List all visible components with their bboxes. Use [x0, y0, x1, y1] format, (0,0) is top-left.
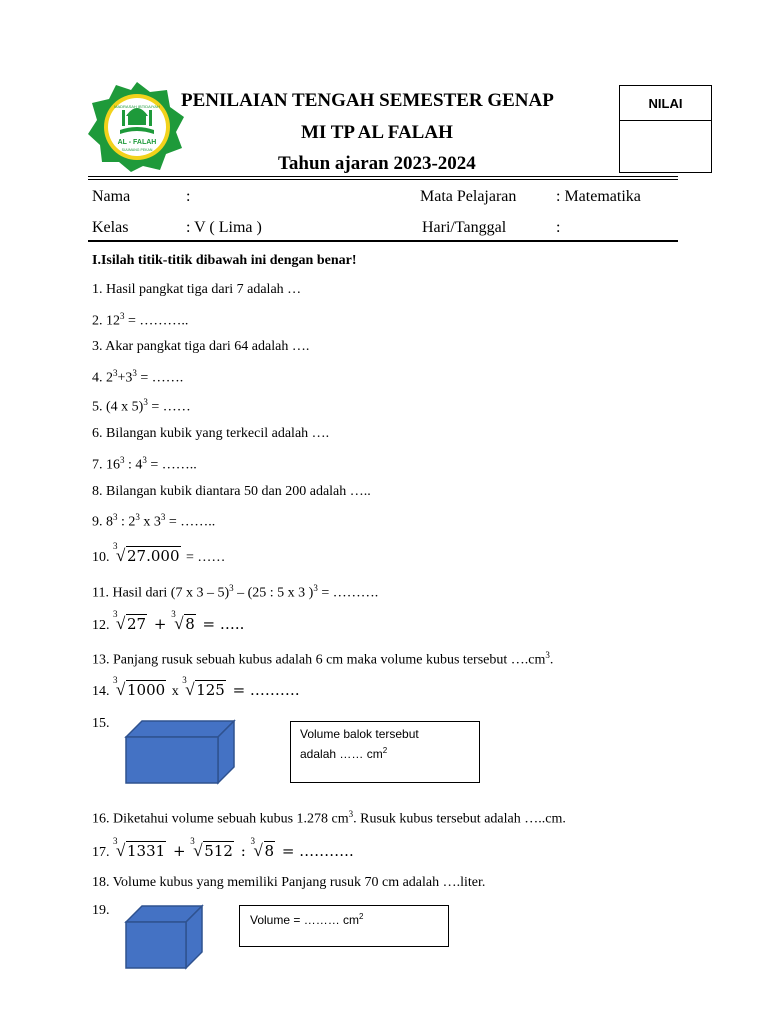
question-12 — [92, 609, 245, 634]
q17-number: 17. — [92, 845, 110, 860]
q12-answer-blank: = ….. — [197, 615, 245, 633]
root-index: 3 — [171, 609, 176, 619]
q5-answer-blank: = …… — [147, 399, 191, 415]
q7-answer-blank: = …….. — [146, 457, 197, 473]
root-index: 3 — [250, 836, 256, 846]
question-14 — [92, 675, 300, 700]
logo-subtitle-text: SUUMANG PEKAN — [121, 148, 153, 152]
root-index: 3 — [190, 836, 195, 846]
title-line3: Tahun ajaran 2023-2024 — [278, 153, 476, 174]
q2-exponent: 3 — [120, 311, 125, 321]
cube-root-expression — [171, 609, 196, 634]
radicand: 1331 — [127, 842, 166, 860]
cube-root-expression — [250, 836, 276, 861]
cube-root-expression — [190, 836, 234, 861]
q7-exponent: 3 — [120, 455, 125, 465]
question-5 — [92, 397, 191, 416]
divide-operator: : — [235, 842, 251, 860]
question-13 — [92, 650, 553, 669]
hari-value: : — [556, 219, 561, 236]
root-index: 3 — [113, 541, 118, 551]
q9-exponent: 3 — [160, 512, 166, 522]
q13-part: 13. Panjang rusuk sebuah kubus adalah 6 cm maka volume kubus tersebut ….cm — [92, 652, 546, 668]
q10-number: 10. — [92, 550, 110, 565]
q15-box-line1: Volume balok tersebut — [300, 727, 419, 741]
cube-root-expression — [182, 675, 226, 700]
title-line2: MI TP AL FALAH — [301, 122, 453, 143]
q7-part: 7. 16 — [92, 457, 120, 473]
nama-value: : — [186, 188, 191, 205]
radicand: 512 — [204, 842, 233, 860]
q16-exponent: 3 — [348, 809, 354, 819]
q9-answer-blank: = …….. — [165, 514, 216, 530]
q12-number: 12. — [92, 618, 110, 633]
q4-exponent: 3 — [113, 368, 118, 378]
radicand: 8 — [264, 842, 275, 860]
title-line1: PENILAIAN TENGAH SEMESTER GENAP — [181, 90, 554, 111]
times-operator: x — [168, 684, 183, 699]
q11-answer-blank: = ………. — [317, 585, 379, 601]
radical-sign-icon: √ — [193, 841, 203, 860]
root-index: 3 — [182, 675, 187, 685]
q2-base: 2. 12 — [92, 313, 120, 329]
question-9 — [92, 512, 215, 531]
q13-exponent: 3 — [545, 650, 550, 660]
cube-shape-icon — [122, 904, 206, 970]
q11-part: – (25 : 5 x 3 ) — [233, 585, 314, 601]
root-index: 3 — [113, 609, 118, 619]
question-11 — [92, 583, 378, 602]
radical-sign-icon: √ — [116, 546, 126, 565]
radical-sign-icon: √ — [116, 680, 126, 699]
question-18: 18. Volume kubus yang memiliki Panjang rusuk 70 cm adalah ….liter. — [92, 875, 486, 890]
question-10 — [92, 541, 226, 566]
q4-part: +3 — [117, 370, 133, 386]
question-1: 1. Hasil pangkat tiga dari 7 adalah … — [92, 282, 302, 297]
radical-sign-icon: √ — [185, 680, 195, 699]
question-15-number: 15. — [92, 716, 110, 731]
q9-exponent: 3 — [113, 512, 118, 522]
mapel-label: Mata Pelajaran — [420, 188, 517, 205]
kelas-value: : V ( Lima ) — [186, 219, 262, 236]
q11-exponent: 3 — [313, 583, 318, 593]
radical-sign-icon: √ — [116, 614, 126, 633]
identity-divider — [88, 240, 678, 242]
mapel-value: : Matematika — [556, 188, 641, 205]
q4-exponent: 3 — [132, 368, 137, 378]
root-index: 3 — [113, 836, 118, 846]
header-divider-top — [88, 176, 678, 177]
question-8: 8. Bilangan kubik diantara 50 dan 200 adalah ….. — [92, 484, 371, 499]
section-heading: I.Isilah titik-titik dibawah ini dengan benar! — [92, 253, 357, 268]
q9-part: : 2 — [117, 514, 136, 530]
question-16 — [92, 809, 566, 828]
logo-arc-text: MADRASAH IBTIDAIYAH — [114, 104, 160, 109]
q16-part: 16. Diketahui volume sebuah kubus 1.278 cm — [92, 811, 349, 827]
q2-answer-blank: = ……….. — [124, 313, 189, 329]
radicand: 8 — [185, 615, 195, 633]
q16-part: . Rusuk kubus tersebut adalah …..cm. — [353, 811, 566, 827]
nama-label: Nama — [92, 188, 131, 205]
cuboid-shape-icon — [122, 719, 238, 785]
q9-part: 9. 8 — [92, 514, 113, 530]
q4-part: 4. 2 — [92, 370, 113, 386]
q4-answer-blank: = ……. — [136, 370, 184, 386]
logo-emblem-icon — [88, 82, 186, 172]
q14-number: 14. — [92, 684, 110, 699]
question-4 — [92, 368, 183, 387]
q19-box-text: Volume = ……… $cm^2$ — [250, 912, 364, 927]
q7-exponent: 3 — [142, 455, 147, 465]
question-17 — [92, 836, 354, 861]
q5-part: 5. (4 x 5) — [92, 399, 144, 415]
logo-name-text: AL - FALAH — [117, 139, 157, 146]
school-logo — [88, 82, 186, 172]
radical-sign-icon: √ — [116, 841, 126, 860]
question-3: 3. Akar pangkat tiga dari 64 adalah …. — [92, 339, 310, 354]
q10-answer-blank: = …… — [182, 550, 226, 565]
radical-sign-icon: √ — [174, 614, 184, 633]
question-6: 6. Bilangan kubik yang terkecil adalah …. — [92, 426, 330, 441]
nilai-box — [619, 85, 712, 173]
q19-answer-box — [239, 905, 449, 947]
radicand: 1000 — [127, 681, 166, 699]
cube-root-expression — [113, 836, 166, 861]
nilai-label: NILAI — [620, 86, 711, 121]
question-2 — [92, 311, 188, 330]
radicand: 27.000 — [127, 547, 180, 565]
plus-operator: + — [168, 842, 191, 860]
q15-answer-box — [290, 721, 480, 783]
cube-root-expression — [113, 675, 166, 700]
question-7 — [92, 455, 197, 474]
q5-exponent: 3 — [143, 397, 148, 407]
question-19-number: 19. — [92, 903, 110, 918]
q11-part: 11. Hasil dari (7 x 3 – 5) — [92, 585, 230, 601]
cube-root-expression — [113, 541, 181, 566]
q7-part: : 4 — [124, 457, 143, 473]
q15-box-line2: adalah …… $cm^2$ — [300, 746, 388, 761]
q17-answer-blank: = ……….. — [277, 842, 354, 860]
header-divider-bottom — [88, 179, 678, 180]
q9-exponent: 3 — [135, 512, 140, 522]
q13-part: . — [549, 652, 554, 668]
kelas-label: Kelas — [92, 219, 129, 236]
radicand: 125 — [196, 681, 225, 699]
q14-answer-blank: = ………. — [227, 681, 300, 699]
q11-exponent: 3 — [229, 583, 234, 593]
radical-sign-icon: √ — [253, 841, 263, 860]
cube-root-expression — [113, 609, 147, 634]
q9-part: x 3 — [139, 514, 161, 530]
plus-operator: + — [149, 615, 172, 633]
root-index: 3 — [113, 675, 118, 685]
hari-label: Hari/Tanggal — [422, 219, 507, 236]
radicand: 27 — [127, 615, 147, 633]
